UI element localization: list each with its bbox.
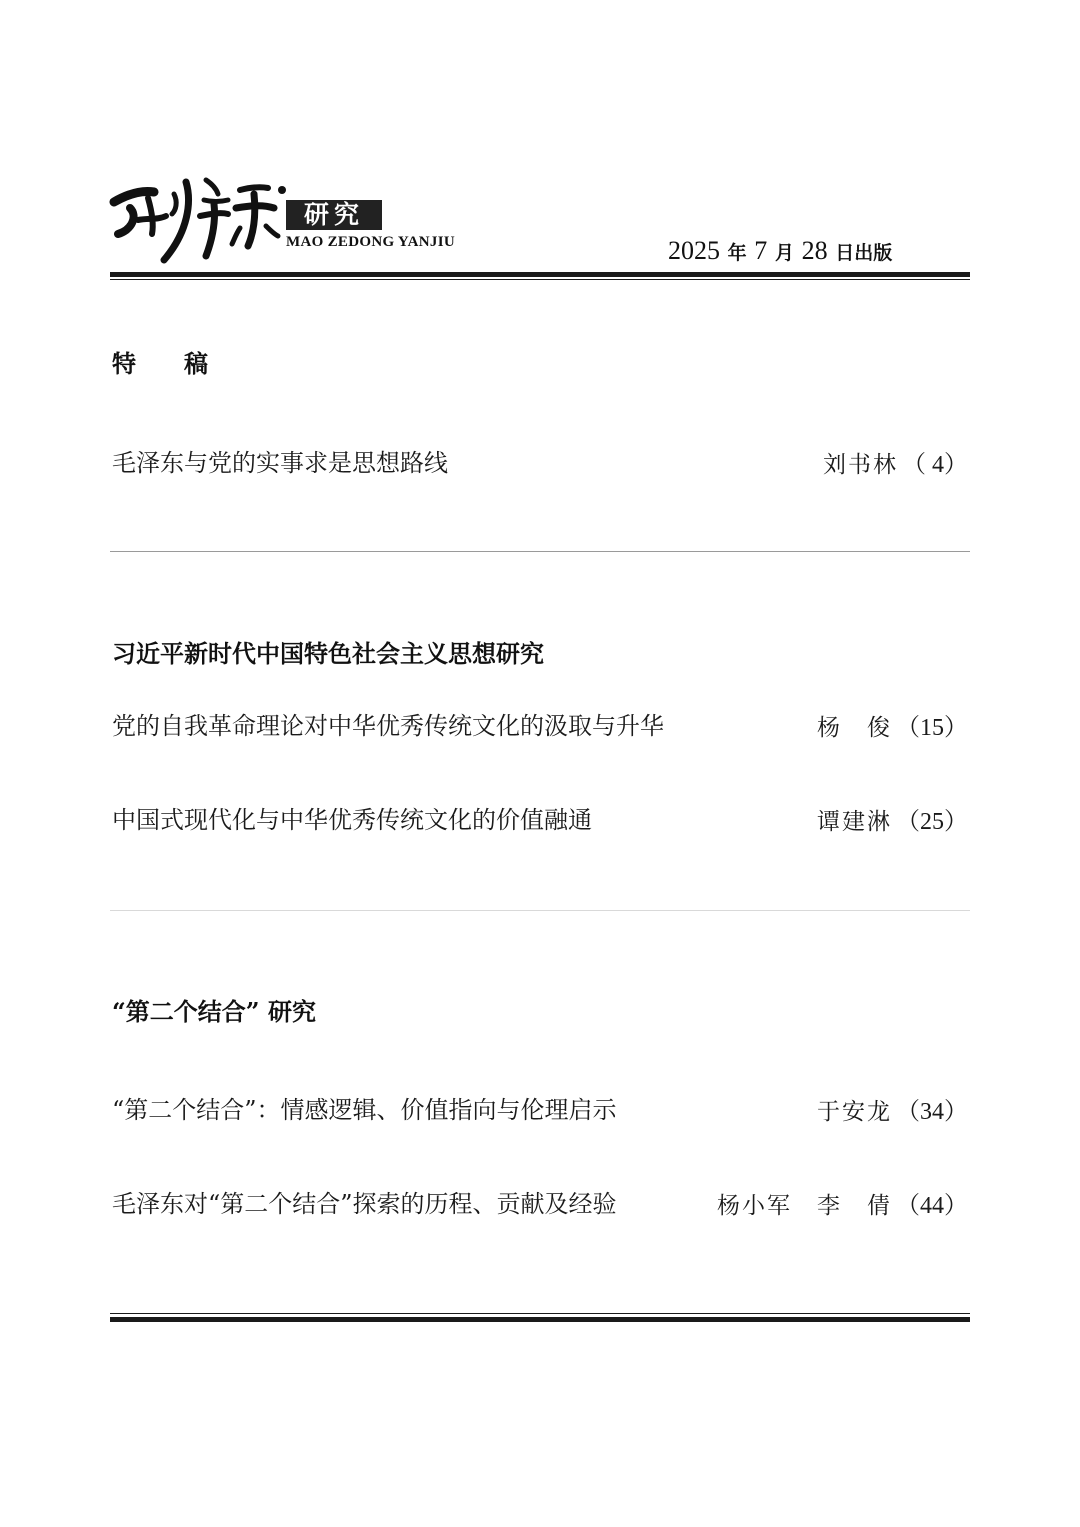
journal-logo xyxy=(108,172,288,267)
toc-entry-title[interactable]: “第二个结合”：情感逻辑、价值指向与伦理启示 xyxy=(112,1096,617,1124)
toc-entry-title[interactable]: 中国式现代化与中华优秀传统文化的价值融通 xyxy=(112,806,592,834)
entry-author: 杨 俊 xyxy=(817,715,892,741)
entry-page[interactable]: （44） xyxy=(896,1193,968,1219)
date-month: 7 xyxy=(754,236,768,265)
calligraphy-logo-mark xyxy=(108,172,288,267)
entry-author: 于安龙 xyxy=(817,1099,892,1125)
toc-entry-meta xyxy=(823,444,968,479)
date-year-char: 年 xyxy=(727,242,747,264)
section-title-special: 特 稿 xyxy=(112,349,208,378)
toc-entry-meta xyxy=(817,707,968,742)
logo-english-title: MAO ZEDONG YANJIU xyxy=(286,234,456,250)
footer-rule-thick xyxy=(110,1317,970,1322)
logo-sub-title: 研究 xyxy=(286,200,382,230)
toc-entry-meta xyxy=(717,1185,968,1220)
section-divider xyxy=(110,910,970,911)
toc-entry-title[interactable]: 毛泽东与党的实事求是思想路线 xyxy=(112,449,448,477)
toc-entry-title[interactable]: 党的自我革命理论对中华优秀传统文化的汲取与升华 xyxy=(112,712,664,740)
publication-date xyxy=(668,236,892,266)
section-divider xyxy=(110,551,970,552)
toc-entry-meta xyxy=(817,801,968,836)
date-month-char: 月 xyxy=(774,242,794,264)
entry-author: 杨小军 李 倩 xyxy=(717,1193,892,1219)
entry-page[interactable]: （34） xyxy=(896,1099,968,1125)
date-suffix: 日出版 xyxy=(835,242,893,264)
section-title-xi-thought: 习近平新时代中国特色社会主义思想研究 xyxy=(112,639,544,668)
toc-entry-meta xyxy=(817,1091,968,1126)
entry-page[interactable]: （25） xyxy=(896,809,968,835)
toc-entry-title[interactable]: 毛泽东对“第二个结合”探索的历程、贡献及经验 xyxy=(112,1190,617,1218)
entry-page[interactable]: （ 4） xyxy=(902,452,968,478)
entry-author: 谭建淋 xyxy=(817,809,892,835)
date-day: 28 xyxy=(801,236,828,265)
date-year: 2025 xyxy=(668,236,720,265)
entry-page[interactable]: （15） xyxy=(896,715,968,741)
footer-rule-thin xyxy=(110,1313,970,1314)
header-rule-thick xyxy=(110,272,970,277)
section-title-second-integration: “第二个结合” 研究 xyxy=(112,997,316,1026)
header-rule-thin xyxy=(110,279,970,280)
entry-author: 刘书林 xyxy=(823,452,898,478)
